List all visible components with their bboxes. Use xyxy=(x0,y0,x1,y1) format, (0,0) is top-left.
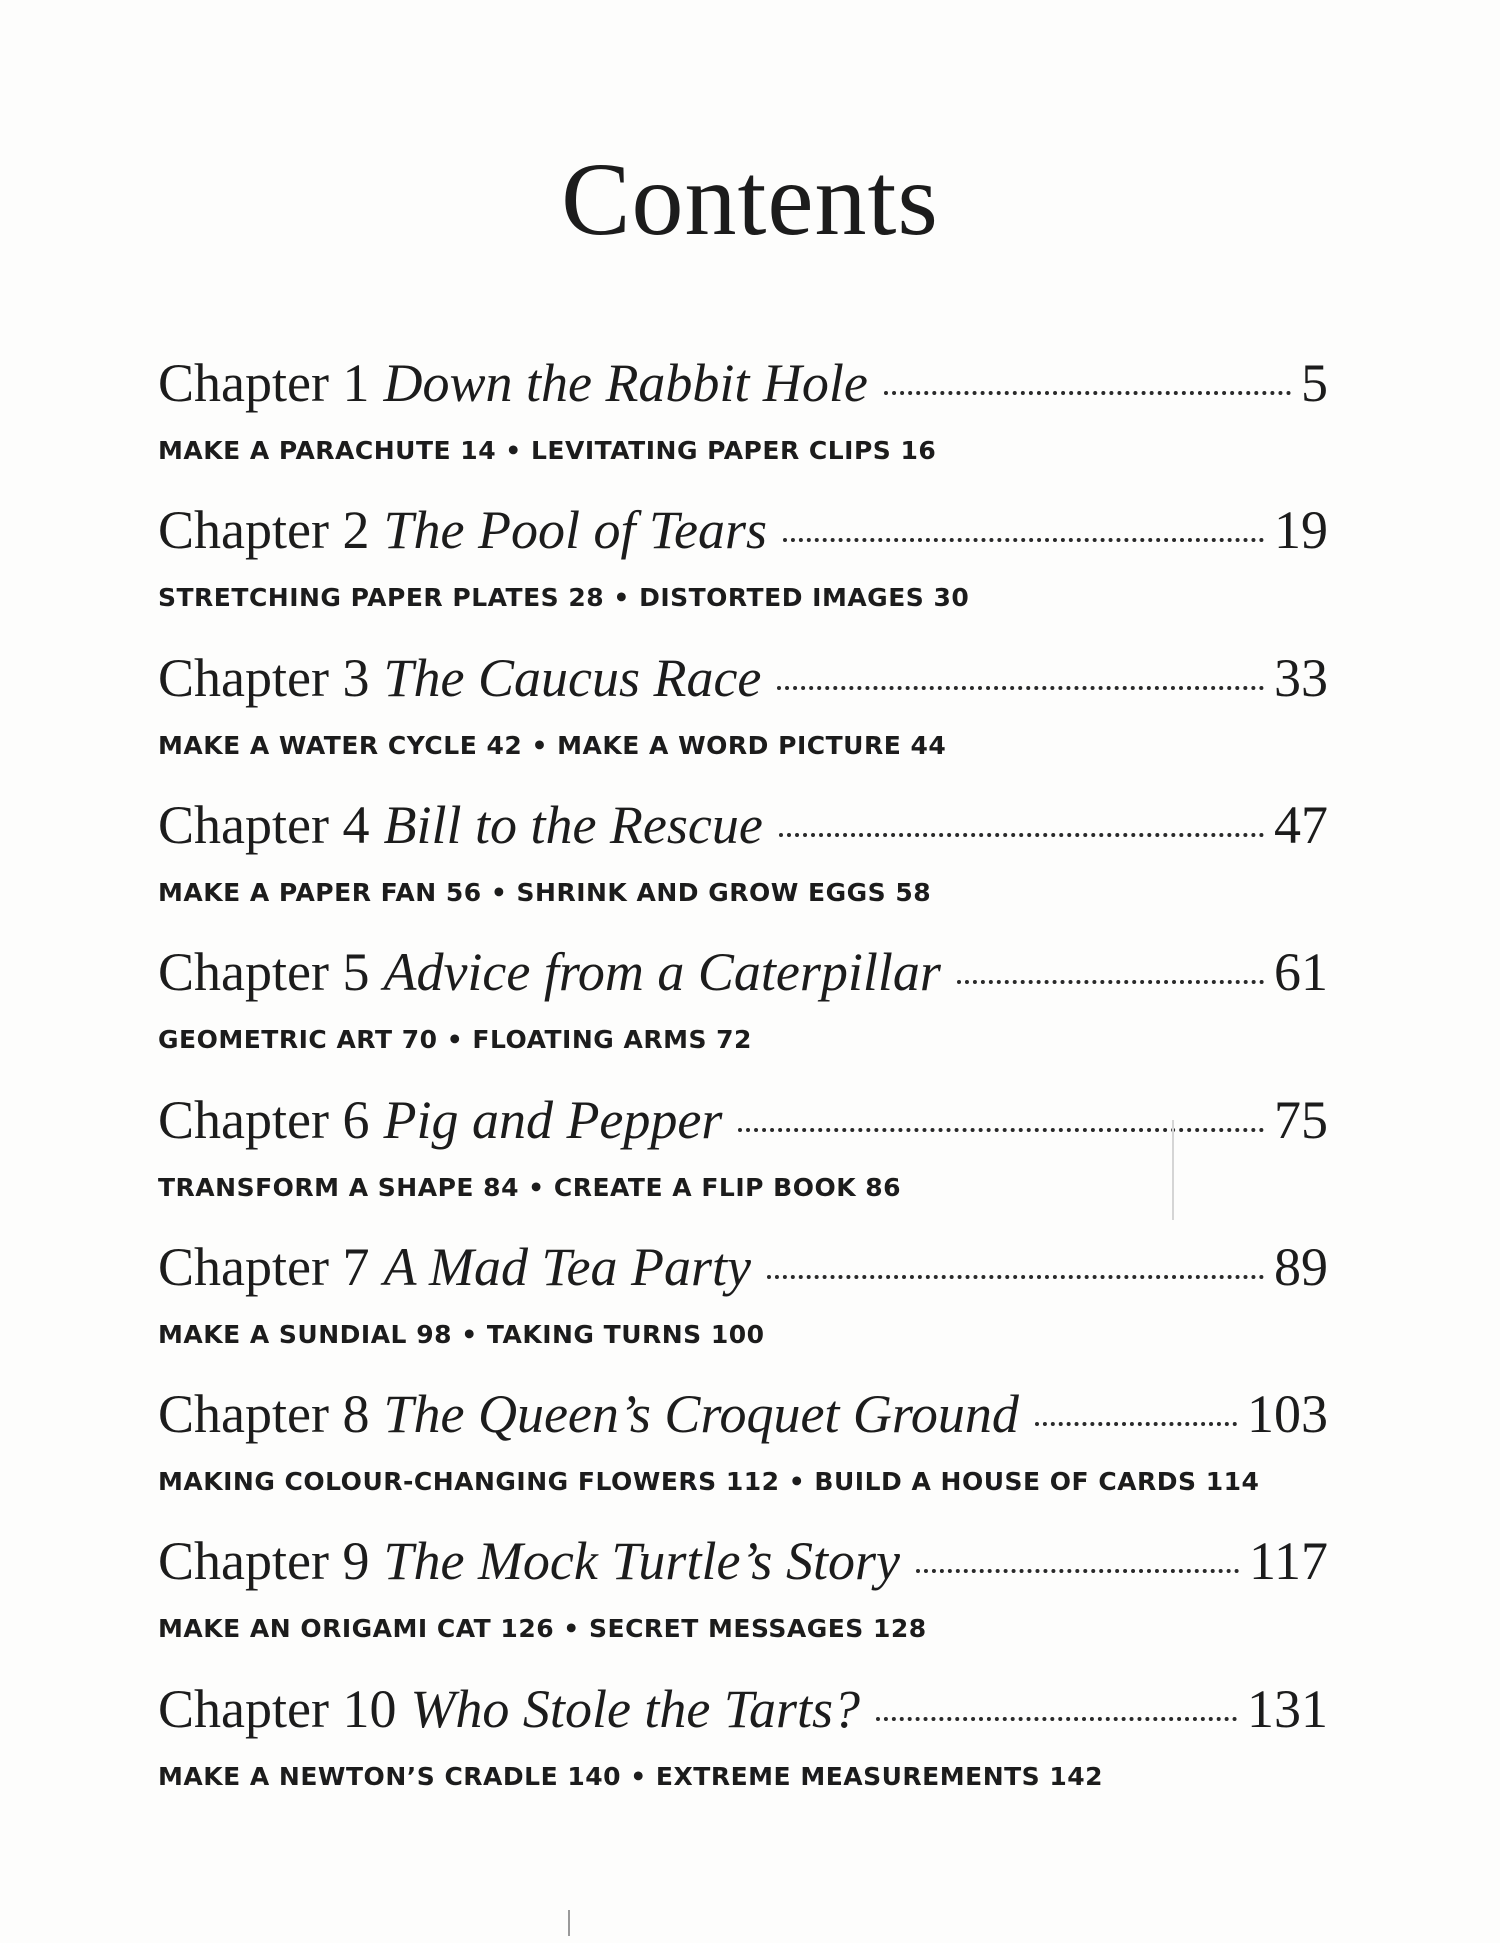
chapter-name: Bill to the Rescue xyxy=(383,795,763,855)
chapter-activities: MAKE A PARACHUTE 14 • LEVITATING PAPER CLIPS 16 xyxy=(158,436,937,465)
toc-line xyxy=(158,1678,1328,1748)
chapter-label: Chapter 6 xyxy=(158,1090,370,1150)
toc-entry-chapter-8[interactable] xyxy=(158,1383,1328,1496)
chapter-page-number: 61 xyxy=(1274,942,1328,1002)
dot-leader xyxy=(767,1274,1264,1279)
chapter-name: Advice from a Caterpillar xyxy=(383,942,941,1002)
dot-leader xyxy=(876,1716,1237,1721)
dot-leader xyxy=(957,979,1264,984)
chapter-label: Chapter 9 xyxy=(158,1531,370,1591)
chapter-name: Down the Rabbit Hole xyxy=(383,353,868,413)
chapter-activities: STRETCHING PAPER PLATES 28 • DISTORTED IMAGES 30 xyxy=(158,583,970,612)
toc-line xyxy=(158,352,1328,422)
chapter-activities: MAKE A WATER CYCLE 42 • MAKE A WORD PICTURE 44 xyxy=(158,731,947,760)
toc-line xyxy=(158,647,1328,717)
chapter-activities: MAKE A PAPER FAN 56 • SHRINK AND GROW EGGS 58 xyxy=(158,878,932,907)
chapter-name: A Mad Tea Party xyxy=(383,1237,751,1297)
chapter-label: Chapter 1 xyxy=(158,353,370,413)
chapter-page-number: 75 xyxy=(1274,1090,1328,1150)
toc-entry-chapter-6[interactable] xyxy=(158,1089,1328,1202)
chapter-activities: GEOMETRIC ART 70 • FLOATING ARMS 72 xyxy=(158,1025,752,1054)
chapter-label: Chapter 5 xyxy=(158,942,370,1002)
dot-leader xyxy=(884,390,1291,395)
chapter-activities: TRANSFORM A SHAPE 84 • CREATE A FLIP BOOK 86 xyxy=(158,1173,902,1202)
toc-entry-chapter-4[interactable] xyxy=(158,794,1328,907)
chapter-activities: MAKE AN ORIGAMI CAT 126 • SECRET MESSAGES 128 xyxy=(158,1614,927,1643)
toc-line xyxy=(158,1530,1328,1600)
chapter-name: The Mock Turtle’s Story xyxy=(383,1531,900,1591)
chapter-name: Who Stole the Tarts? xyxy=(410,1679,860,1739)
chapter-label: Chapter 8 xyxy=(158,1384,370,1444)
dot-leader xyxy=(1035,1421,1237,1426)
chapter-page-number: 89 xyxy=(1274,1237,1328,1297)
chapter-name: Pig and Pepper xyxy=(383,1090,723,1150)
chapter-name: The Queen’s Croquet Ground xyxy=(383,1384,1019,1444)
chapter-label: Chapter 2 xyxy=(158,500,370,560)
dot-leader xyxy=(738,1127,1264,1132)
chapter-page-number: 47 xyxy=(1274,795,1328,855)
dot-leader xyxy=(779,832,1264,837)
dot-leader xyxy=(916,1568,1239,1573)
dot-leader xyxy=(777,685,1264,690)
chapter-label: Chapter 10 xyxy=(158,1679,397,1739)
chapter-label: Chapter 3 xyxy=(158,648,370,708)
chapter-activities: MAKE A NEWTON’S CRADLE 140 • EXTREME MEASUREMENTS 142 xyxy=(158,1762,1104,1791)
page-title: Contents xyxy=(561,142,939,257)
chapter-activities: MAKING COLOUR-CHANGING FLOWERS 112 • BUILD A HOUSE OF CARDS 114 xyxy=(158,1467,1260,1496)
chapter-page-number: 5 xyxy=(1301,353,1328,413)
chapter-page-number: 19 xyxy=(1274,500,1328,560)
scan-speck xyxy=(568,1910,570,1936)
chapter-name: The Caucus Race xyxy=(383,648,762,708)
scan-speck xyxy=(1172,1120,1174,1220)
chapter-name: The Pool of Tears xyxy=(383,500,768,560)
chapter-page-number: 131 xyxy=(1247,1679,1328,1739)
toc-entry-chapter-7[interactable] xyxy=(158,1236,1328,1349)
toc-line xyxy=(158,941,1328,1011)
toc-line xyxy=(158,1236,1328,1306)
toc-entry-chapter-9[interactable] xyxy=(158,1530,1328,1643)
chapter-page-number: 33 xyxy=(1274,648,1328,708)
toc-entry-chapter-3[interactable] xyxy=(158,647,1328,760)
toc-entry-chapter-5[interactable] xyxy=(158,941,1328,1054)
toc-line xyxy=(158,1383,1328,1453)
chapter-label: Chapter 4 xyxy=(158,795,370,855)
toc-entry-chapter-10[interactable] xyxy=(158,1678,1328,1791)
toc-line xyxy=(158,794,1328,864)
chapter-page-number: 117 xyxy=(1249,1531,1328,1591)
toc-line xyxy=(158,499,1328,569)
toc-line xyxy=(158,1089,1328,1159)
chapter-activities: MAKE A SUNDIAL 98 • TAKING TURNS 100 xyxy=(158,1320,765,1349)
toc-entry-chapter-1[interactable] xyxy=(158,352,1328,465)
chapter-label: Chapter 7 xyxy=(158,1237,370,1297)
chapter-page-number: 103 xyxy=(1247,1384,1328,1444)
toc-entry-chapter-2[interactable] xyxy=(158,499,1328,612)
dot-leader xyxy=(783,537,1264,542)
